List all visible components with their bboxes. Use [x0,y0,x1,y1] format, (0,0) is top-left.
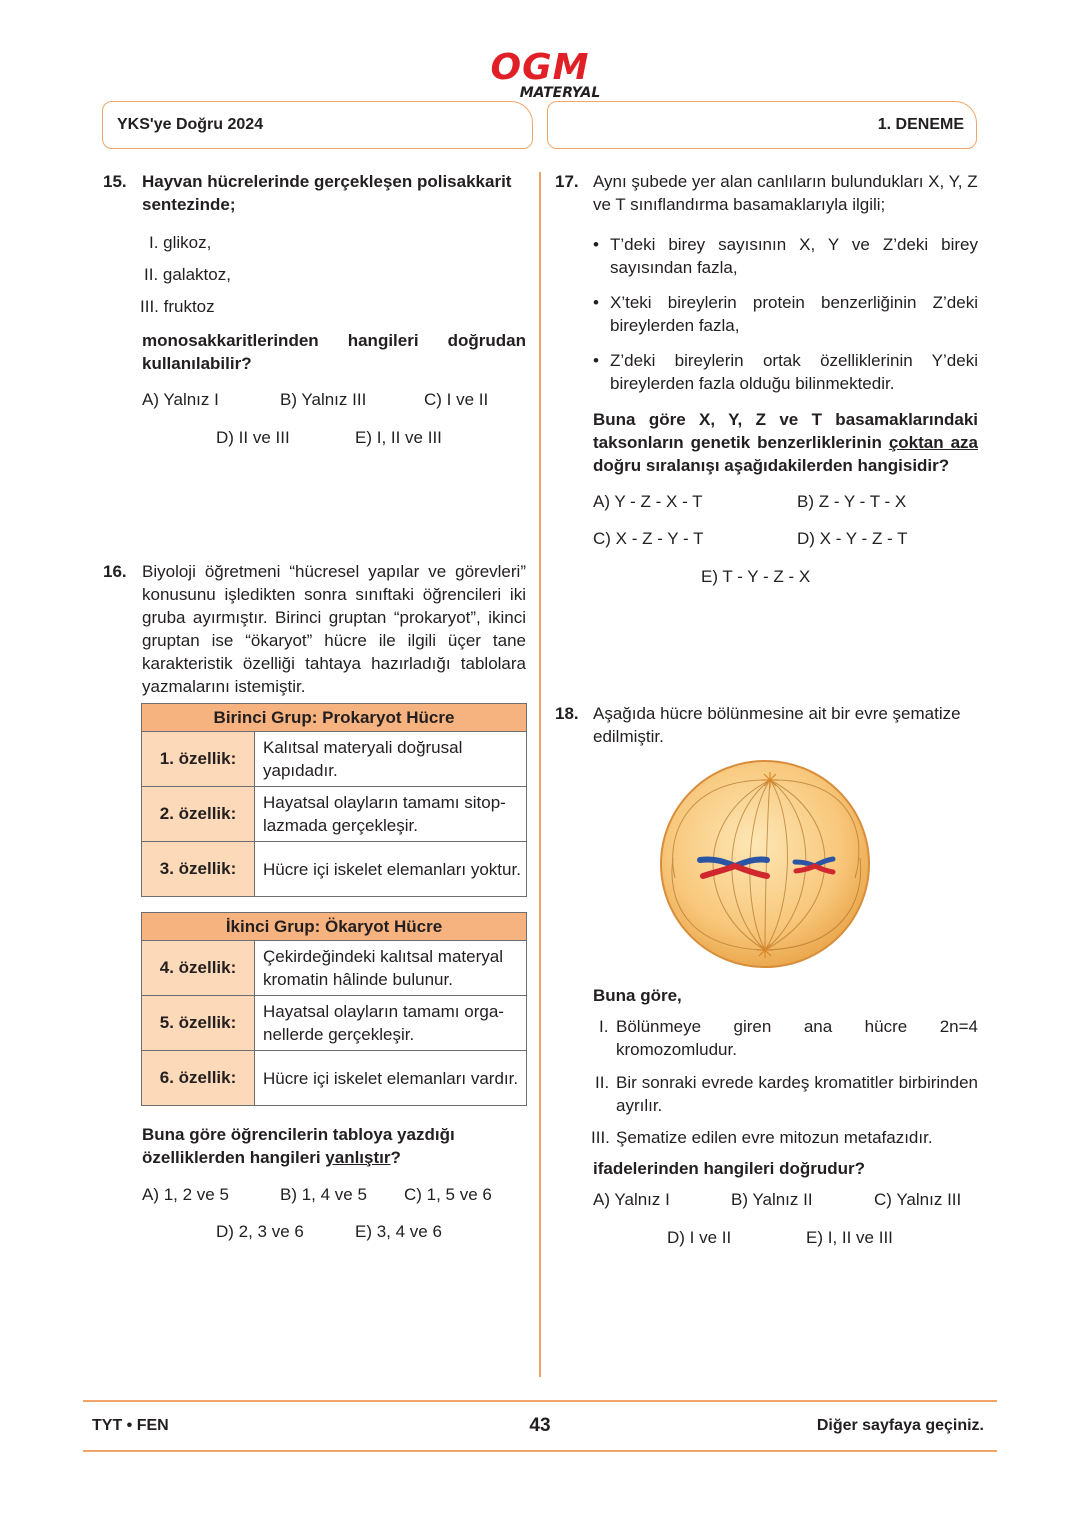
list-item: Bir sonraki evrede kardeş kromatitler birbirinden ayrılır. [616,1073,978,1115]
table-row [142,732,527,787]
list-item: II. galaktoz, [144,265,231,284]
row-value: Çekirdeğindeki kalıtsal materyal kromatin hâlinde bulunur. [255,941,527,996]
question-stem: Biyoloji öğretmeni “hücresel yapılar ve görevleri” konusunu işledikten sonra sınıftaki öğrencileri iki gruba ayırmıştır. Birinci gruptan “prokaryot”, ikinci gruptan ise “ökaryot” hücre ile ilgili üçer tane karakteristik özelliği tahtaya hazırladığı tablolara yazmalarını istemiştir. [142,562,526,696]
table-row [142,787,527,842]
cell-division-diagram [655,758,875,973]
option-d[interactable]: D) II ve III [216,428,290,447]
eukaryote-table [141,912,527,1106]
option-e[interactable]: E) I, II ve III [355,428,442,447]
question-stem: Aşağıda hücre bölünmesine ait bir evre şematize edilmiştir. [593,704,961,746]
option-d[interactable]: D) I ve II [667,1228,732,1247]
centrosome-bottom [757,942,773,958]
option-c[interactable]: C) I ve II [424,390,489,409]
row-label: 2. özellik: [142,787,255,842]
option-b[interactable]: B) Yalnız II [731,1190,813,1209]
publisher-logo [0,47,1080,101]
logo-sub-text: MATERYAL [519,85,601,101]
option-d[interactable]: D) X - Y - Z - T [797,529,908,548]
header-right: 1. DENEME [547,101,977,149]
column-divider [539,172,541,1377]
question-prompt: ifadelerinden hangileri doğrudur? [593,1159,866,1178]
logo-main-text: OGM [490,47,590,88]
list-item: Şematize edilen evre mitozun metafazıdır. [616,1128,933,1147]
footer-next-page: Diğer sayfaya geçiniz. [816,1417,984,1434]
question-number: 15. [103,172,127,191]
question-prompt: Buna göre öğrencilerin tabloya yazdığı özelliklerden hangileri yanlıştır? [142,1125,455,1167]
lead-text: Buna göre, [593,986,682,1005]
centrosome-top [762,772,778,788]
option-a[interactable]: A) Yalnız I [593,1190,670,1209]
header-left: YKS'ye Doğru 2024 [102,101,533,149]
table-title: İkinci Grup: Ökaryot Hücre [142,913,527,941]
option-e[interactable]: E) T - Y - Z - X [701,567,811,586]
option-c[interactable]: C) 1, 5 ve 6 [404,1185,492,1204]
question-number: 16. [103,562,127,581]
question-prompt: monosakkaritlerinden hangileri doğrudan kullanılabilir? [142,331,526,373]
option-b[interactable]: B) 1, 4 ve 5 [280,1185,367,1204]
footer-top-line [83,1400,997,1402]
row-value: Hayatsal olayların tamamı sitop- lazmada gerçekleşir. [255,787,527,842]
footer-section: TYT • FEN [92,1417,169,1434]
option-b[interactable]: B) Z - Y - T - X [797,492,907,511]
table-row [142,941,527,996]
table-title: Birinci Grup: Prokaryot Hücre [142,704,527,732]
prokaryote-table [141,703,527,897]
row-label: 1. özellik: [142,732,255,787]
list-item: Bölünmeye giren ana hücre 2n=4 kromozomludur. [616,1017,978,1059]
row-value: Kalıtsal materyali doğrusal yapıdadır. [255,732,527,787]
option-d[interactable]: D) 2, 3 ve 6 [216,1222,304,1241]
bullet-item: • X’teki bireylerin protein benzerliğinin Z’deki bireylerden fazla, [610,291,978,337]
table-row [142,996,527,1051]
row-value: Hücre içi iskelet elemanları vardır. [255,1051,527,1106]
table-row [142,1051,527,1106]
question-stem: Hayvan hücrelerinde gerçekleşen polisakkarit sentezinde; [142,172,512,214]
row-label: 6. özellik: [142,1051,255,1106]
row-value: Hayatsal olayların tamamı orga- nellerde gerçekleşir. [255,996,527,1051]
row-label: 4. özellik: [142,941,255,996]
option-a[interactable]: A) Yalnız I [142,390,219,409]
bullet-item: • Z’deki bireylerin ortak özelliklerinin Y’deki bireylerden fazla olduğu bilinmektedir. [610,349,978,395]
list-item: III. fruktoz [140,297,215,316]
page-number: 43 [529,1415,551,1436]
row-label: 3. özellik: [142,842,255,897]
option-c[interactable]: C) Yalnız III [874,1190,962,1209]
option-a[interactable]: A) 1, 2 ve 5 [142,1185,229,1204]
option-a[interactable]: A) Y - Z - X - T [593,492,703,511]
table-row [142,842,527,897]
question-stem: Aynı şubede yer alan canlıların bulundukları X, Y, Z ve T sınıflandırma basamaklarıyla ilgili; [593,172,978,214]
bullet-item: • T’deki birey sayısının X, Y ve Z’deki birey sayısından fazla, [610,233,978,279]
option-e[interactable]: E) 3, 4 ve 6 [355,1222,442,1241]
question-prompt: Buna göre X, Y, Z ve T basamaklarındaki taksonların genetik benzerliklerinin çoktan aza doğru sıralanışı aşağıdakilerden hangisidir? [593,410,978,475]
question-number: 17. [555,172,579,191]
item-number: I. [599,1017,609,1036]
row-value: Hücre içi iskelet elemanları yoktur. [255,842,527,897]
row-label: 5. özellik: [142,996,255,1051]
question-number: 18. [555,704,579,723]
footer-bottom-line [83,1450,997,1452]
list-item: I. glikoz, [149,233,212,252]
option-e[interactable]: E) I, II ve III [806,1228,893,1247]
option-b[interactable]: B) Yalnız III [280,390,367,409]
item-number: III. [591,1128,610,1147]
option-c[interactable]: C) X - Z - Y - T [593,529,704,548]
item-number: II. [595,1073,610,1092]
